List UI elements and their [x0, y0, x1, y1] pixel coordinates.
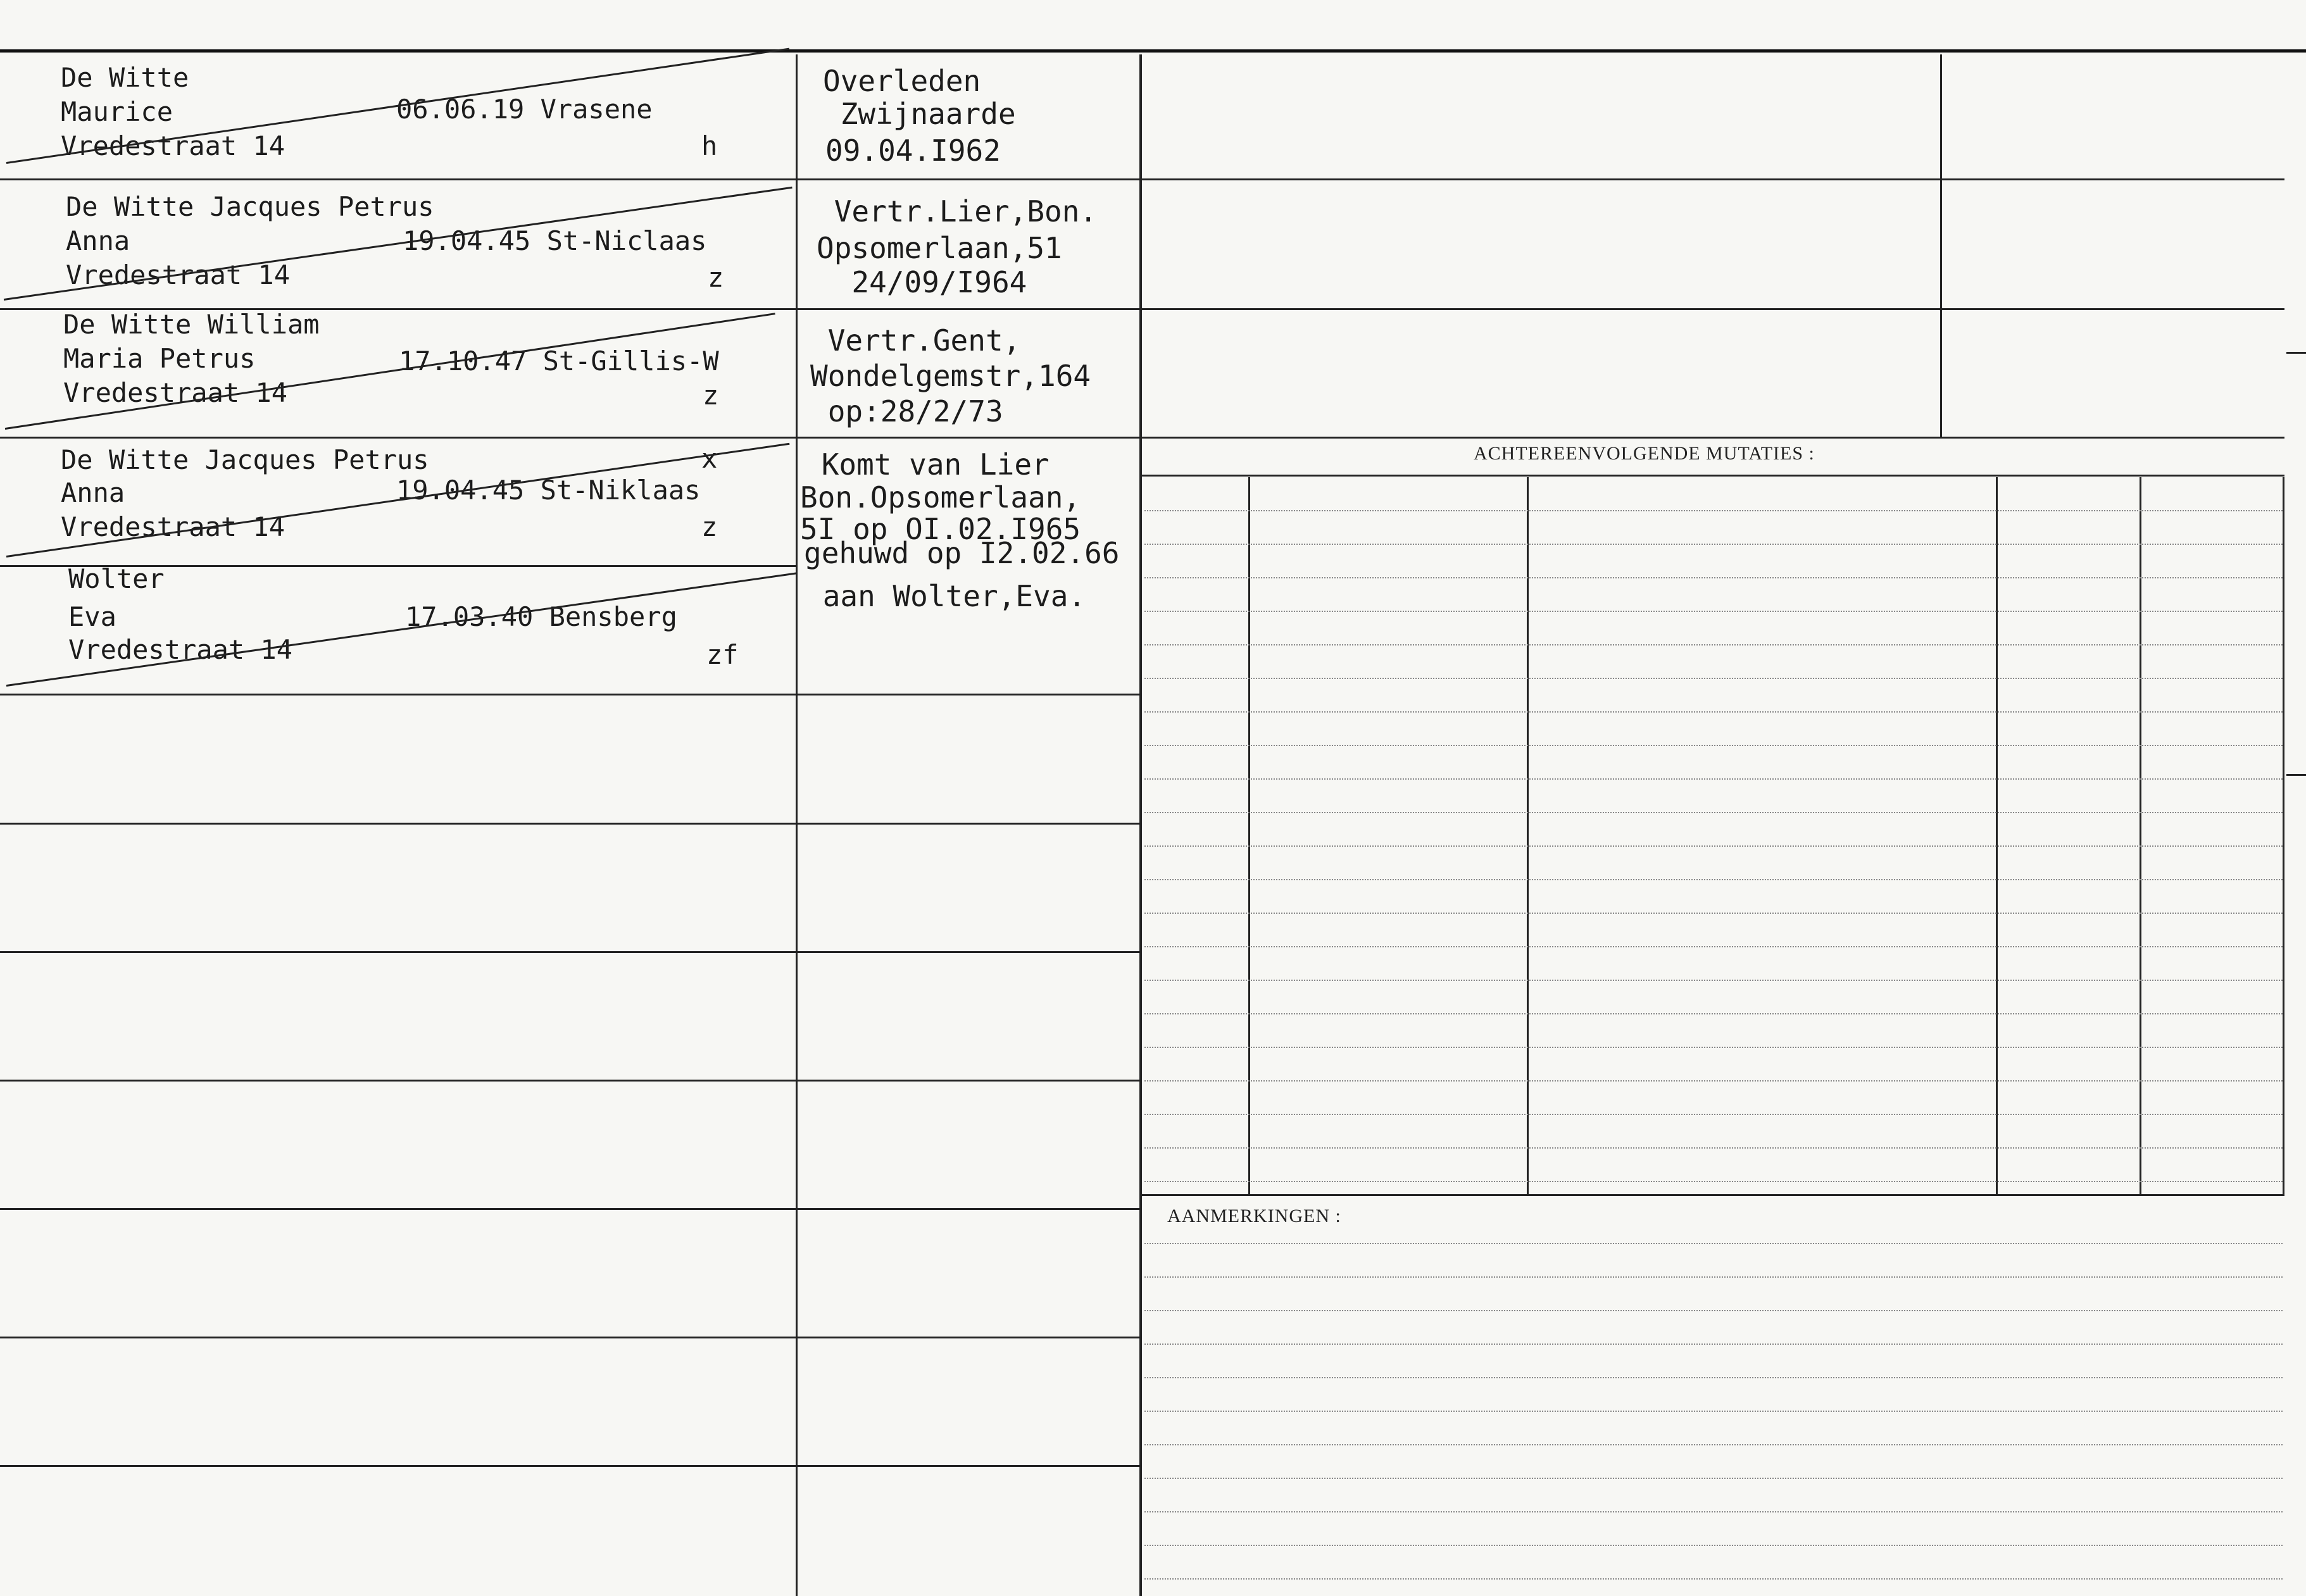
mutations-title: ACHTEREENVOLGENDE MUTATIES :: [1474, 443, 1815, 464]
row-divider: [0, 1465, 796, 1467]
entry-surname: De Witte: [61, 62, 189, 93]
top-rule: [0, 49, 2306, 53]
margin-tick: [2286, 352, 2306, 354]
entry-birth: 06.06.19 Vrasene: [396, 94, 653, 125]
entry-given-names: Maria Petrus: [63, 343, 256, 374]
entry-given-names: Anna: [61, 477, 125, 508]
right-row-divider: [1142, 178, 2284, 180]
row-divider: [0, 1208, 796, 1210]
entry-code: z: [703, 380, 719, 411]
row-divider: [798, 437, 1139, 439]
margin-tick: [2286, 774, 2306, 776]
entry-note-line: 24/09/I964: [817, 265, 1027, 299]
entry-mark: x: [701, 443, 718, 474]
entry-address: Vredestraat 14: [66, 259, 291, 290]
row-divider: [0, 823, 796, 825]
entry-note-line: Opsomerlaan,51: [817, 231, 1062, 265]
row-divider: [798, 308, 1139, 310]
entry-note-line: gehuwd op I2.02.66: [804, 536, 1120, 570]
entry-birth: 17.03.40 Bensberg: [405, 601, 677, 632]
entry-code: z: [701, 511, 718, 542]
entry-note-line: Bon.Opsomerlaan,: [800, 480, 1081, 514]
right-column-divider: [1940, 54, 1942, 437]
entry-surname: De Witte Jacques Petrus: [66, 191, 434, 222]
row-divider: [798, 823, 1139, 825]
column-divider-notes: [796, 54, 798, 1596]
column-divider-main: [1139, 54, 1142, 1596]
mutations-col: [1527, 477, 1529, 1194]
entry-code: h: [701, 130, 718, 161]
row-divider: [0, 178, 796, 180]
right-row-divider: [1142, 308, 2284, 310]
entry-note-line: Vertr.Lier,Bon.: [817, 194, 1098, 228]
entry-birth: 19.04.45 St-Niclaas: [403, 225, 707, 256]
row-divider: [0, 694, 796, 695]
mutations-header-rule: [1142, 475, 2284, 477]
entry-note-line: Overleden: [823, 64, 981, 98]
right-row-divider: [1142, 437, 2284, 439]
mutations-col: [2283, 477, 2284, 1194]
row-divider: [798, 694, 1139, 695]
row-divider: [0, 1080, 796, 1082]
entry-address: Vredestraat 14: [61, 130, 285, 161]
entry-given-names: Maurice: [61, 96, 173, 127]
entry-address: Vredestraat 14: [63, 377, 288, 408]
row-divider: [798, 1080, 1139, 1082]
entry-birth: 17.10.47 St-Gillis-W: [399, 346, 719, 377]
entry-note-line: Vertr.Gent,: [810, 323, 1021, 358]
entry-given-names: Anna: [66, 225, 130, 256]
entry-surname: Wolter: [68, 563, 165, 594]
entry-note-line: Wondelgemstr,164: [810, 359, 1091, 393]
entry-address: Vredestraat 14: [61, 511, 285, 542]
row-divider: [798, 178, 1139, 180]
remarks-title: AANMERKINGEN :: [1167, 1206, 1341, 1226]
entry-surname: De Witte William: [63, 309, 320, 340]
mutations-col: [2140, 477, 2141, 1194]
entry-note-line: aan Wolter,Eva.: [805, 579, 1086, 613]
mutations-col: [1996, 477, 1998, 1194]
entry-address: Vredestraat 14: [68, 634, 293, 665]
entry-note-line: 5I op OI.02.I965: [800, 512, 1081, 546]
entry-note-line: op:28/2/73: [810, 394, 1003, 428]
entry-code: zf: [706, 639, 739, 670]
entry-note-line: 09.04.I962: [825, 134, 1001, 168]
entry-surname: De Witte Jacques Petrus: [61, 444, 429, 475]
row-divider: [798, 1208, 1139, 1210]
row-divider: [798, 1465, 1139, 1467]
entry-note-line: Zwijnaarde: [823, 97, 1016, 131]
row-divider: [0, 1337, 796, 1338]
entry-birth: 19.04.45 St-Niklaas: [396, 475, 701, 506]
entry-code: z: [708, 262, 724, 293]
entry-given-names: Eva: [68, 601, 116, 632]
row-divider: [0, 951, 796, 953]
row-divider: [0, 437, 796, 439]
row-divider: [798, 951, 1139, 953]
mutations-col: [1248, 477, 1250, 1194]
row-divider: [798, 1337, 1139, 1338]
mutations-bottom-rule: [1142, 1194, 2284, 1196]
entry-note-line: Komt van Lier: [804, 447, 1050, 482]
